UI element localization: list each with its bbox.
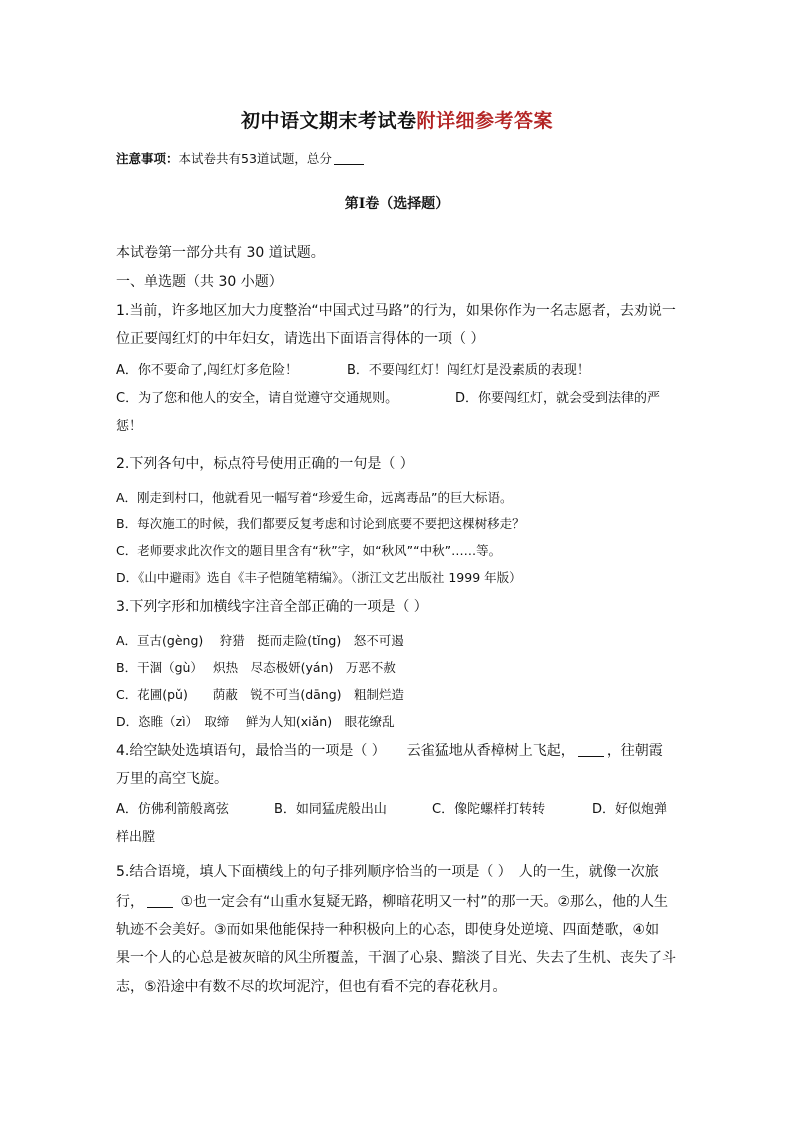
q5-stem-line3: 轨迹不会美好。③而如果他能保持一种积极向上的心态，即使身处逆境、四面楚歌，④如 — [116, 922, 660, 938]
q2-option-b: B．每次施工的时候，我们都要反复考虑和讨论到底要不要把这棵树移走？ — [116, 516, 525, 531]
q4-answer-blank — [578, 756, 604, 757]
title-answer-note: 附详细参考答案 — [416, 110, 554, 132]
page-title — [0, 106, 794, 133]
q1-option-c: C．为了您和他人的安全，请自觉遵守交通规则。 — [116, 391, 399, 406]
q1-stem-line2: 位正要闯红灯的中年妇女，请选出下面语言得体的一项（ ） — [116, 331, 485, 347]
q4-option-b: B．如同猛虎般出山 — [274, 802, 387, 817]
notice-text: 本试卷共有53道试题，总分 — [178, 151, 332, 166]
q4-stem-line2: 万里的高空飞旋。 — [116, 771, 228, 787]
q4-option-d: D．好似炮弹 — [592, 802, 668, 817]
q5-stem-line2 — [116, 891, 668, 911]
score-blank — [334, 164, 364, 165]
notice-line — [116, 149, 364, 167]
q3-option-c: C．花圃(pǔ) 荫蔽 锐不可当(dāng) 粗制烂造 — [116, 687, 405, 702]
question-group-heading: 一、单选题（共 30 小题） — [116, 274, 283, 290]
title-main: 初中语文期末考试卷 — [240, 110, 417, 132]
q5-line2-start: 行， — [116, 894, 144, 910]
section-title: 第I卷（选择题） — [344, 196, 450, 212]
q4-option-d-cont: 样出膛 — [116, 830, 156, 845]
q4-stem-part2: ，往朝霞 — [606, 743, 663, 759]
q1-option-a: A．你不要命了,闯红灯多危险！ — [116, 363, 299, 378]
q5-line2-rest: ①也一定会有“山重水复疑无路，柳暗花明又一村”的那一天。②那么，他的人生 — [180, 894, 669, 910]
q4-option-c: C．像陀螺样打转转 — [432, 802, 546, 817]
q2-option-a: A．刚走到村口，他就看见一幅写着“珍爱生命，远离毒品”的巨大标语。 — [116, 490, 513, 505]
q3-option-b: B．干涸（gù） 炽热 尽态极妍(yán) 万恶不赦 — [116, 660, 396, 675]
q3-option-d: D．恣睢（zì） 取缔 鲜为人知(xiǎn) 眼花缭乱 — [116, 714, 395, 729]
q4-stem-line1 — [116, 740, 663, 760]
notice-label: 注意事项： — [116, 151, 179, 166]
q5-stem-line4: 果一个人的心总是被灰暗的风尘所覆盖，干涸了心泉、黯淡了目光、失去了生机、丧失了斗 — [116, 950, 676, 966]
q2-stem: 2.下列各句中，标点符号使用正确的一句是（ ） — [116, 456, 414, 472]
q2-option-d: D．《山中避雨》选自《丰子恺随笔精编》。（浙江文艺出版社 1999 年版） — [116, 570, 522, 585]
section-intro: 本试卷第一部分共有 30 道试题。 — [116, 245, 325, 261]
q5-stem-line1: 5.结合语境，填人下面横线上的句子排列顺序恰当的一项是（ ） 人的一生，就像一次旅 — [116, 864, 659, 880]
q4-option-a: A．仿佛利箭般离弦 — [116, 802, 229, 817]
q1-option-b: B．不要闯红灯！闯红灯是没素质的表现！ — [347, 363, 590, 378]
q1-stem-line1: 1.当前，许多地区加大力度整治“中国式过马路”的行为，如果你作为一名志愿者，去劝说一 — [116, 303, 676, 319]
q5-answer-blank — [147, 907, 173, 908]
q5-stem-line5: 志，⑤沿途中有数不尽的坎坷泥泞，但也有看不完的春花秋月。 — [116, 979, 507, 995]
q3-option-a: A．亘古(gèng) 狩猎 挺而走险(tǐng) 怒不可遏 — [116, 633, 404, 648]
q1-option-d: D．你要闯红灯，就会受到法律的严 — [455, 391, 661, 406]
q3-stem: 3.下列字形和加横线字注音全部正确的一项是（ ） — [116, 599, 428, 615]
q1-option-d-cont: 惩！ — [116, 419, 143, 434]
q2-option-c: C．老师要求此次作文的题目里含有“秋”字，如“秋风”“中秋”……等。 — [116, 543, 502, 558]
q4-stem-part1: 4.给空缺处选填语句，最恰当的一项是（ ） 云雀猛地从香樟树上飞起， — [116, 743, 575, 759]
